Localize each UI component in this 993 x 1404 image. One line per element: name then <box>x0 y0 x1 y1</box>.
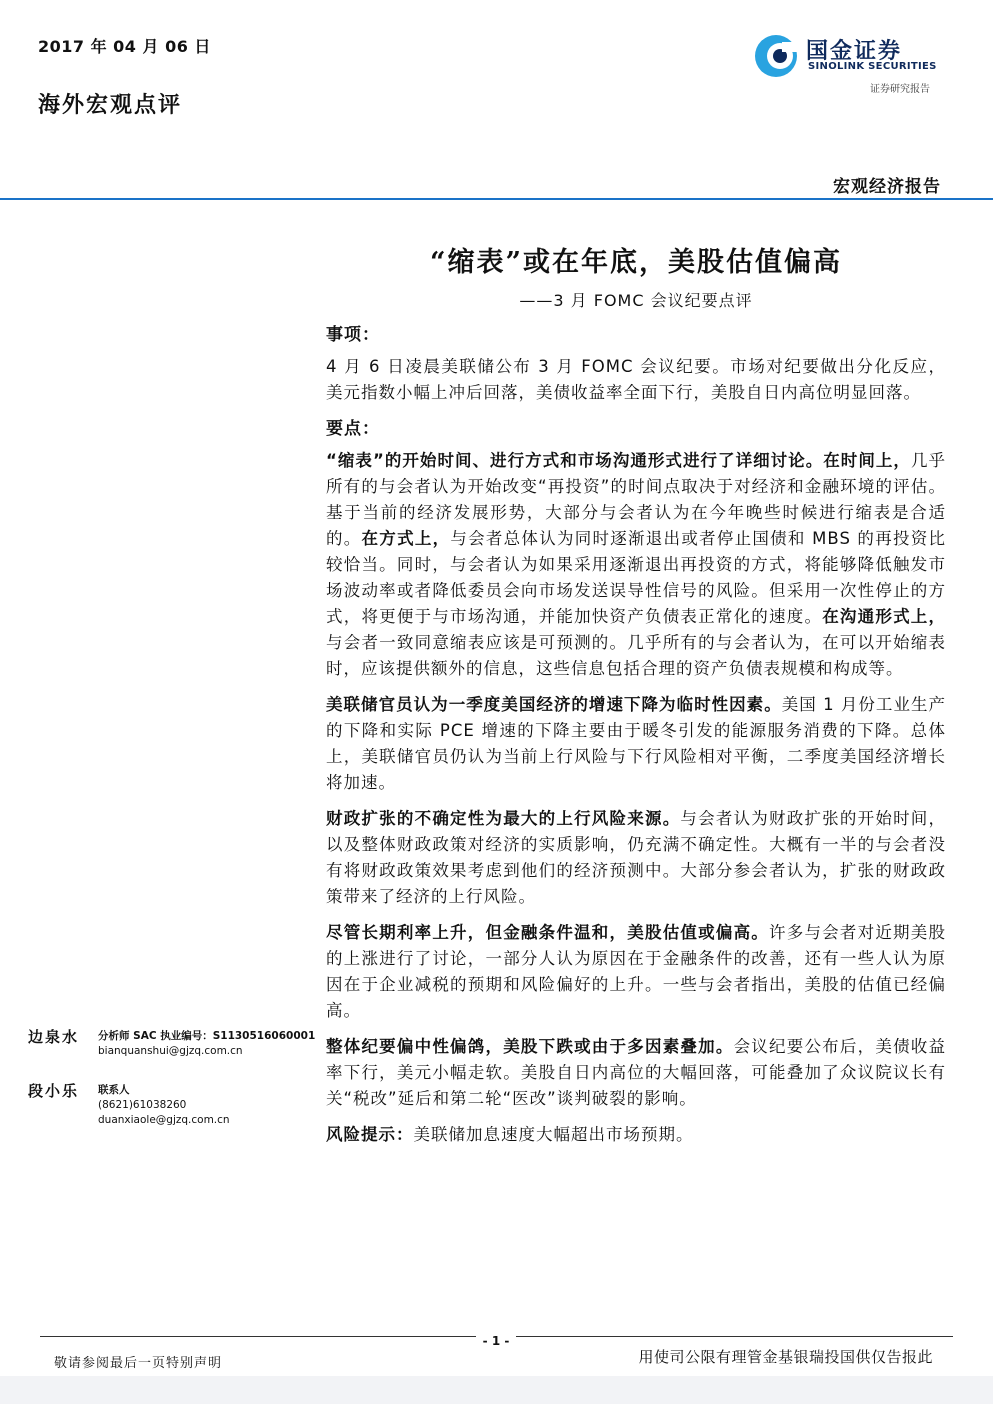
point-lead: 尽管长期利率上升，但金融条件温和，美股估值或偏高。 <box>326 923 770 942</box>
author-role: 分析师 SAC 执业编号：S1130516060001 <box>98 1030 316 1042</box>
point-text: 许多与会者对近期美股的上涨进行了讨论，一部分人认为原因在于金融条件的改善，还有一些人认为原因在于企业减税的预期和风险偏好的上升。一些与会者指出，美股的估值已经偏高。 <box>326 923 947 1020</box>
sinolink-logo-icon <box>752 32 800 80</box>
author-email[interactable]: duanxiaole@gjzq.com.cn <box>98 1114 230 1126</box>
risk-text: 美联储加息速度大幅超出市场预期。 <box>413 1125 694 1144</box>
author-phone: (8621)61038260 <box>98 1099 187 1111</box>
footer-band <box>0 1376 993 1404</box>
point-paragraph-summary <box>326 1034 946 1112</box>
point-lead: 财政扩张的不确定性为最大的上行风险来源。 <box>326 809 681 828</box>
author-name: 边泉水 <box>28 1028 80 1046</box>
footer-disclaimer: 敬请参阅最后一页特别声明 <box>54 1356 223 1371</box>
point-lead: 在方式上， <box>361 529 451 548</box>
page-title: “缩表”或在年底，美股估值偏高 <box>429 247 843 278</box>
author-info <box>98 1083 230 1128</box>
point-lead: 美联储官员认为一季度美国经济的增速下降为临时性因素。 <box>326 695 782 714</box>
point-text: 会议纪要公布后，美债收益率下行，美元小幅走软。美股自日内高位的大幅回落，可能叠加了众议院议长有关“税改”延后和第二轮“医改”谈判破裂的影响。 <box>326 1037 947 1108</box>
footer-provider-note: 用使司公限有理管金基银瑞投国供仅告报此 <box>638 1348 933 1366</box>
point-lead: 在沟通形式上， <box>822 607 947 626</box>
report-series: 海外宏观点评 <box>38 92 183 118</box>
point-paragraph-growth <box>326 692 946 796</box>
point-paragraph-balance-sheet <box>326 448 946 682</box>
report-date: 2017 年 04 月 06 日 <box>38 37 211 56</box>
author-info <box>98 1029 315 1059</box>
author-name: 段小乐 <box>28 1082 80 1100</box>
point-paragraph-equity <box>326 920 946 1024</box>
page-number: - 1 - <box>476 1334 516 1348</box>
point-text: 几乎所有的与会者认为开始改变“再投资”的时间点取决于对经济和金融环境的评估。基于当前的经济发展形势，大部分与会者认为在今年晚些时候进行缩表是合适的。 <box>326 451 946 548</box>
author-role: 联系人 <box>98 1084 130 1096</box>
point-text: 与会者总体认为同时逐渐退出或者停止国债和 MBS 的再投资比较恰当。同时，与会者认为如果采用逐渐退出再投资的方式，将能够降低触发市场波动率或者降低委员会向市场发送误导性信号的风险。但采用一次性停止的方式，将更便于与市场沟通，并能加快资产负债表正常化的速度。 <box>326 529 946 626</box>
report-type: 宏观经济报告 <box>833 177 941 197</box>
author-card <box>28 1026 318 1074</box>
event-paragraph: 4 月 6 日凌晨美联储公布 3 月 FOMC 会议纪要。市场对纪要做出分化反应，美元指数小幅上冲后回落，美债收益率全面下行，美股自日内高位明显回落。 <box>326 357 946 402</box>
risk-paragraph <box>326 1122 946 1148</box>
point-lead: “缩表”的开始时间、进行方式和市场沟通形式进行了详细讨论。在时间上， <box>326 451 911 470</box>
points-heading: 要点： <box>326 419 380 439</box>
company-logo <box>752 30 952 96</box>
logo-name-en: SINOLINK SECURITIES <box>808 61 937 72</box>
page-subtitle: ——3 月 FOMC 会议纪要点评 <box>519 291 753 310</box>
logo-name-cn: 国金证券 <box>806 39 903 64</box>
point-text: 与会者一致同意缩表应该是可预测的。几乎所有的与会者认为，在可以开始缩表时，应该提供额外的信息，这些信息包括合理的资产负债表规模和构成等。 <box>326 633 946 678</box>
risk-label: 风险提示： <box>326 1125 414 1144</box>
header-divider <box>0 198 993 200</box>
point-text: 与会者认为财政扩张的开始时间，以及整体财政政策对经济的实质影响，仍充满不确定性。大概有一半的与会者没有将财政政策效果考虑到他们的经济预测中。大部分参会者认为，扩张的财政政策带来了经济的上行风险。 <box>326 809 947 906</box>
point-paragraph-fiscal <box>326 806 946 910</box>
author-card <box>28 1080 318 1144</box>
point-lead: 整体纪要偏中性偏鸽，美股下跌或由于多因素叠加。 <box>326 1037 734 1056</box>
event-heading: 事项： <box>326 325 380 345</box>
author-email[interactable]: bianquanshui@gjzq.com.cn <box>98 1045 243 1057</box>
main-content <box>326 322 946 1158</box>
logo-subtitle: 证券研究报告 <box>870 84 930 95</box>
point-text: 美国 1 月份工业生产的下降和实际 PCE 增速的下降主要由于暖冬引发的能源服务消费的下降。总体上，美联储官员仍认为当前上行风险与下行风险相对平衡，二季度美国经济增长将加速。 <box>326 695 946 792</box>
authors-panel <box>28 1026 318 1150</box>
